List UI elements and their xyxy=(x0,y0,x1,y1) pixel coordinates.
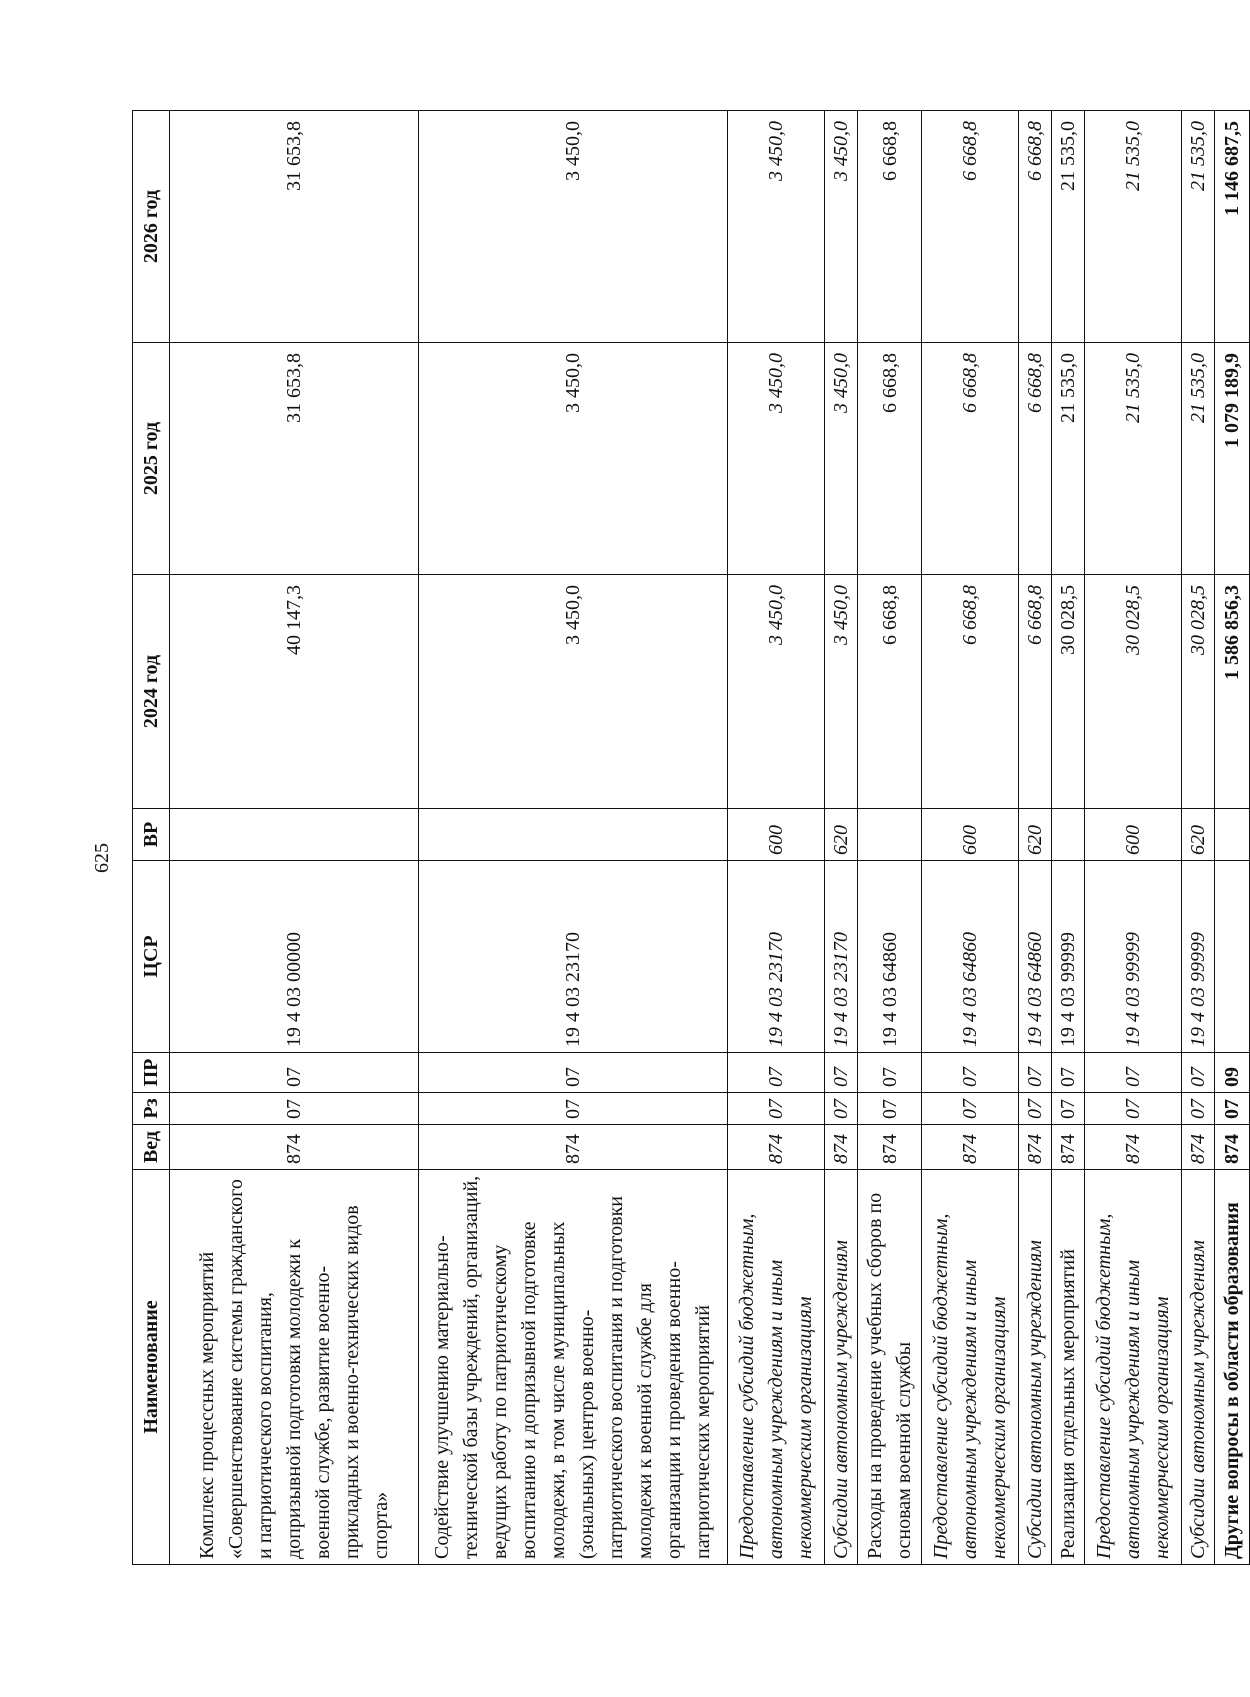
cell-rz: 07 xyxy=(170,1093,419,1125)
col-header-2026: 2026 год xyxy=(133,111,170,343)
page-number: 625 xyxy=(91,843,113,873)
table-row-subtotal xyxy=(1215,111,1250,1565)
cell-vr xyxy=(170,809,419,861)
cell-pr: 07 xyxy=(825,1053,858,1093)
cell-2026: 6 668,8 xyxy=(1019,111,1052,343)
cell-2024: 40 147,3 xyxy=(170,575,419,809)
cell-rz: 07 xyxy=(825,1093,858,1125)
cell-name: Расходы на проведение учебных сборов по основам военной службы xyxy=(858,1170,922,1565)
cell-2025: 1 079 189,9 xyxy=(1215,343,1250,575)
budget-table xyxy=(132,110,1250,1565)
cell-2025: 3 450,0 xyxy=(419,343,728,575)
cell-pr: 07 xyxy=(419,1053,728,1093)
cell-rz: 07 xyxy=(728,1093,825,1125)
col-header-name: Наименование xyxy=(133,1170,170,1565)
cell-vr: 620 xyxy=(1182,809,1215,861)
cell-ved: 874 xyxy=(1215,1125,1250,1170)
table-row xyxy=(170,111,419,1565)
cell-ved: 874 xyxy=(1052,1125,1085,1170)
cell-pr: 07 xyxy=(858,1053,922,1093)
cell-2026: 31 653,8 xyxy=(170,111,419,343)
table-row xyxy=(1085,111,1182,1565)
cell-2024: 30 028,5 xyxy=(1085,575,1182,809)
table-row xyxy=(858,111,922,1565)
cell-ved: 874 xyxy=(419,1125,728,1170)
cell-rz: 07 xyxy=(1182,1093,1215,1125)
cell-vr: 600 xyxy=(728,809,825,861)
cell-name: Комплекс процессных мероприятий «Совершенствование системы гражданского и патриотического воспитания, допризывной подготовки молодежи к военной службе, развитие военно-прикладных и военно-технических видов спорта» xyxy=(170,1170,419,1565)
table-header-row xyxy=(133,111,170,1565)
cell-name: Содействие улучшению материально-технической базы учреждений, организаций, ведущих работу по патриотическому воспитанию и допризывной подготовке молодежи, в том числе муниципальных (зональных) центров военно-патриотического воспитания и подготовки молодежи к военной службе для организации и проведения военно-патриотических мероприятий xyxy=(419,1170,728,1565)
cell-vr xyxy=(419,809,728,861)
cell-pr: 07 xyxy=(1052,1053,1085,1093)
cell-vr xyxy=(1052,809,1085,861)
cell-name: Предоставление субсидий бюджетным, автономным учреждениям и иным некоммерческим организациям xyxy=(922,1170,1019,1565)
cell-2025: 21 535,0 xyxy=(1182,343,1215,575)
cell-name: Предоставление субсидий бюджетным, автономным учреждениям и иным некоммерческим организациям xyxy=(728,1170,825,1565)
cell-2024: 3 450,0 xyxy=(728,575,825,809)
cell-vr xyxy=(1215,809,1250,861)
cell-csr: 19 4 03 64860 xyxy=(1019,861,1052,1053)
cell-pr: 07 xyxy=(1019,1053,1052,1093)
cell-rz: 07 xyxy=(858,1093,922,1125)
cell-ved: 874 xyxy=(1182,1125,1215,1170)
cell-vr: 600 xyxy=(1085,809,1182,861)
cell-csr: 19 4 03 64860 xyxy=(858,861,922,1053)
cell-2026: 21 535,0 xyxy=(1085,111,1182,343)
cell-pr: 07 xyxy=(170,1053,419,1093)
cell-pr: 07 xyxy=(1182,1053,1215,1093)
cell-name: Субсидии автономным учреждениям xyxy=(825,1170,858,1565)
budget-table-rotated xyxy=(132,111,1243,1565)
cell-vr: 620 xyxy=(1019,809,1052,861)
cell-pr: 09 xyxy=(1215,1053,1250,1093)
cell-2024: 30 028,5 xyxy=(1052,575,1085,809)
cell-csr: 19 4 03 99999 xyxy=(1182,861,1215,1053)
cell-ved: 874 xyxy=(1085,1125,1182,1170)
cell-csr: 19 4 03 99999 xyxy=(1052,861,1085,1053)
cell-csr xyxy=(1215,861,1250,1053)
cell-2025: 6 668,8 xyxy=(858,343,922,575)
col-header-pr: ПР xyxy=(133,1053,170,1093)
cell-ved: 874 xyxy=(170,1125,419,1170)
cell-rz: 07 xyxy=(922,1093,1019,1125)
cell-csr: 19 4 03 23170 xyxy=(419,861,728,1053)
table-row xyxy=(1182,111,1215,1565)
cell-rz: 07 xyxy=(1085,1093,1182,1125)
table-row xyxy=(1052,111,1085,1565)
cell-2026: 21 535,0 xyxy=(1052,111,1085,343)
cell-csr: 19 4 03 64860 xyxy=(922,861,1019,1053)
cell-2025: 3 450,0 xyxy=(728,343,825,575)
col-header-2024: 2024 год xyxy=(133,575,170,809)
cell-csr: 19 4 03 23170 xyxy=(825,861,858,1053)
cell-name: Реализация отдельных мероприятий xyxy=(1052,1170,1085,1565)
cell-name: Предоставление субсидий бюджетным, автономным учреждениям и иным некоммерческим организациям xyxy=(1085,1170,1182,1565)
cell-vr: 600 xyxy=(922,809,1019,861)
cell-csr: 19 4 03 23170 xyxy=(728,861,825,1053)
cell-rz: 07 xyxy=(419,1093,728,1125)
cell-2026: 3 450,0 xyxy=(825,111,858,343)
cell-ved: 874 xyxy=(922,1125,1019,1170)
cell-pr: 07 xyxy=(1085,1053,1182,1093)
cell-vr: 620 xyxy=(825,809,858,861)
table-row xyxy=(825,111,858,1565)
cell-2026: 1 146 687,5 xyxy=(1215,111,1250,343)
cell-2025: 6 668,8 xyxy=(1019,343,1052,575)
table-row xyxy=(728,111,825,1565)
cell-ved: 874 xyxy=(825,1125,858,1170)
col-header-vr: ВР xyxy=(133,809,170,861)
cell-2026: 3 450,0 xyxy=(419,111,728,343)
cell-2026: 6 668,8 xyxy=(858,111,922,343)
cell-name: Субсидии автономным учреждениям xyxy=(1019,1170,1052,1565)
cell-rz: 07 xyxy=(1215,1093,1250,1125)
cell-2024: 1 586 856,3 xyxy=(1215,575,1250,809)
cell-ved: 874 xyxy=(1019,1125,1052,1170)
cell-vr xyxy=(858,809,922,861)
cell-ved: 874 xyxy=(858,1125,922,1170)
cell-2025: 3 450,0 xyxy=(825,343,858,575)
cell-2026: 21 535,0 xyxy=(1182,111,1215,343)
cell-csr: 19 4 03 00000 xyxy=(170,861,419,1053)
cell-ved: 874 xyxy=(728,1125,825,1170)
cell-name: Другие вопросы в области образования xyxy=(1215,1170,1250,1565)
cell-pr: 07 xyxy=(728,1053,825,1093)
cell-2025: 6 668,8 xyxy=(922,343,1019,575)
cell-2026: 3 450,0 xyxy=(728,111,825,343)
table-row xyxy=(419,111,728,1565)
cell-2024: 3 450,0 xyxy=(825,575,858,809)
cell-2024: 3 450,0 xyxy=(419,575,728,809)
cell-name: Субсидии автономным учреждениям xyxy=(1182,1170,1215,1565)
cell-csr: 19 4 03 99999 xyxy=(1085,861,1182,1053)
cell-2024: 6 668,8 xyxy=(1019,575,1052,809)
table-row xyxy=(922,111,1019,1565)
cell-2026: 6 668,8 xyxy=(922,111,1019,343)
col-header-rz: Рз xyxy=(133,1093,170,1125)
cell-2025: 21 535,0 xyxy=(1052,343,1085,575)
cell-2024: 30 028,5 xyxy=(1182,575,1215,809)
cell-2025: 21 535,0 xyxy=(1085,343,1182,575)
col-header-csr: ЦСР xyxy=(133,861,170,1053)
col-header-ved: Вед xyxy=(133,1125,170,1170)
cell-2025: 31 653,8 xyxy=(170,343,419,575)
cell-pr: 07 xyxy=(922,1053,1019,1093)
cell-2024: 6 668,8 xyxy=(922,575,1019,809)
col-header-2025: 2025 год xyxy=(133,343,170,575)
cell-rz: 07 xyxy=(1019,1093,1052,1125)
table-row xyxy=(1019,111,1052,1565)
cell-2024: 6 668,8 xyxy=(858,575,922,809)
cell-rz: 07 xyxy=(1052,1093,1085,1125)
